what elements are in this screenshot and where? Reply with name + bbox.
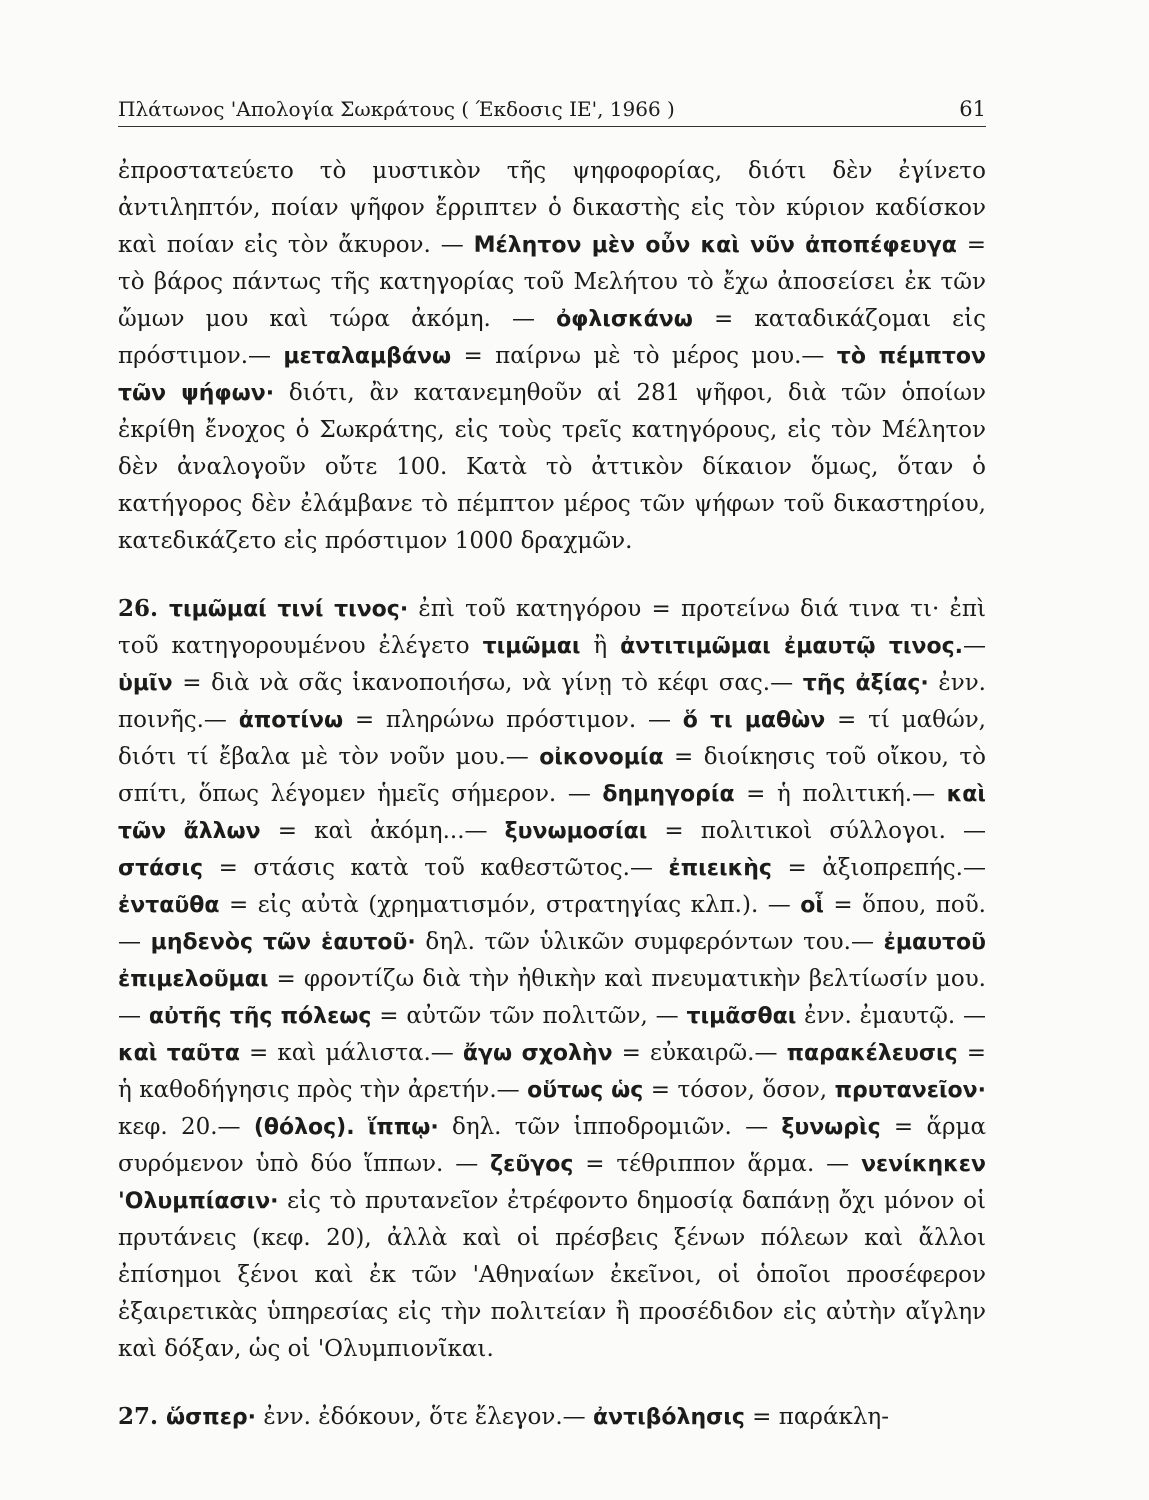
gloss-text: δηλ. τῶν ἱπποδρομιῶν. — xyxy=(438,1114,782,1140)
gloss-text: = ἡ καθοδήγησις πρὸς τὴν ἀρετήν.— xyxy=(118,1040,986,1103)
lemma-term: τιμῶμαι xyxy=(482,634,581,659)
lemma-term: στάσις xyxy=(118,856,204,881)
lemma-term: ὀφλισκάνω xyxy=(556,307,693,332)
gloss-text: = καὶ ἀκόμη...— xyxy=(260,818,505,844)
lemma-term: ὥσπερ· xyxy=(166,1405,257,1430)
gloss-text: = αὐτῶν τῶν πολιτῶν, — xyxy=(371,1003,687,1029)
lemma-term: ἀντιτιμῶμαι ἐμαυτῷ τινος. xyxy=(620,634,963,659)
gloss-text xyxy=(355,1114,368,1140)
lemma-term: ἵππῳ· xyxy=(367,1115,439,1140)
paragraph xyxy=(118,153,986,560)
section-number: 26. xyxy=(118,595,169,622)
gloss-text: ἢ xyxy=(580,633,621,659)
gloss-text: = στάσις κατὰ τοῦ καθεστῶτος.— xyxy=(203,855,669,881)
gloss-text: = εἰς αὐτὰ (χρηματισμόν, στρατηγίας κλπ.). — xyxy=(219,892,801,918)
gloss-text: = φροντίζω διὰ τὴν ἠθικὴν καὶ πνευματικὴν βελτίωσίν μου. — xyxy=(118,966,986,1029)
lemma-term: οἷ xyxy=(800,893,824,918)
gloss-text: = ὅπου, ποῦ. — xyxy=(118,892,986,955)
lemma-term: νενίκηκεν 'Ολυμπίασιν· xyxy=(118,1152,987,1214)
paragraph xyxy=(118,1398,986,1436)
lemma-term: παρακέλευσις xyxy=(786,1041,958,1066)
gloss-text: = διοίκησις τοῦ οἴκου, τὸ σπίτι, ὅπως λέγομεν ἡμεῖς σήμερον. — xyxy=(118,744,986,807)
lemma-term: ξυνωρὶς xyxy=(781,1115,881,1140)
gloss-text: ἐνν. ἐμαυτῷ. — xyxy=(796,1003,987,1029)
lemma-term: ἐπιεικὴς xyxy=(668,856,772,881)
gloss-text: = καὶ μάλιστα.— xyxy=(239,1040,463,1066)
lemma-term: ἀντιβόλησις xyxy=(592,1405,745,1430)
commentary-body xyxy=(118,153,986,1436)
lemma-term: μηδενὸς τῶν ἑαυτοῦ· xyxy=(150,930,416,955)
gloss-text: ἐνν. ποινῆς.— xyxy=(118,670,986,733)
gloss-text: ἐνν. ἐδόκουν, ὅτε ἔλεγον.— xyxy=(256,1404,593,1430)
lemma-term: ὑμῖν xyxy=(118,671,173,696)
gloss-text: = πληρώνω πρόστιμον. — xyxy=(343,707,683,733)
lemma-term: ζεῦγος xyxy=(490,1152,574,1177)
lemma-term: ἐμαυτοῦ ἐπιμελοῦμαι xyxy=(118,930,987,992)
book-title: Πλάτωνος 'Απολογία Σωκράτους ( Έκδοσις ΙΕ', 1966 ) xyxy=(118,97,675,121)
lemma-term: δημηγορία xyxy=(602,782,735,807)
gloss-text: = διὰ νὰ σᾶς ἱκανοποιήσω, νὰ γίνῃ τὸ κέφι σας.— xyxy=(172,670,803,696)
gloss-text: — xyxy=(962,633,986,659)
gloss-text: = ἡ πολιτική.— xyxy=(734,781,947,807)
gloss-text: = ἀξιοπρεπής.— xyxy=(771,855,986,881)
gloss-text: = παράκλη- xyxy=(744,1404,889,1430)
gloss-text: = τέθριππον ἅρμα. — xyxy=(573,1151,862,1177)
lemma-term: οὕτως ὡς xyxy=(527,1078,644,1103)
gloss-text: = τόσον, ὅσον, xyxy=(643,1077,835,1103)
lemma-term: ξυνωμοσίαι xyxy=(504,819,648,844)
lemma-term: ἄγω σχολὴν xyxy=(462,1041,613,1066)
gloss-text: ἐπὶ τοῦ κατηγόρου = προτείνω διά τινα τι· ἐπὶ τοῦ κατηγορουμένου ἐλέγετο xyxy=(118,596,986,659)
gloss-text: = τὸ βάρος πάντως τῆς κατηγορίας τοῦ Μελήτου τὸ ἔχω ἀποσείσει ἐκ τῶν ὤμων μου καὶ τώρα ἀκόμη. — xyxy=(118,232,986,332)
lemma-term: ἀποτίνω xyxy=(238,708,344,733)
gloss-text: κεφ. 20.— xyxy=(118,1114,254,1140)
page-number: 61 xyxy=(959,97,986,121)
lemma-term: καὶ τῶν ἄλλων xyxy=(118,782,986,844)
lemma-term: ὅ τι μαθὼν xyxy=(682,708,826,733)
lemma-term: μεταλαμβάνω xyxy=(283,344,452,369)
gloss-text: = καταδικάζομαι εἰς πρόστιμον.— xyxy=(118,306,986,369)
gloss-text: ἐπροστατεύετο τὸ μυστικὸν τῆς ψηφοφορίας, διότι δὲν ἐγίνετο ἀντιληπτόν, ποίαν ψῆφον ἔρριπτεν ὁ δικαστὴς εἰς τὸν κύριον καδίσκον καὶ ποίαν εἰς τὸν ἄκυρον. — xyxy=(118,158,986,258)
gloss-text: διότι, ἂν κατανεμηθοῦν αἱ 281 ψῆφοι, διὰ τῶν ὁποίων ἐκρίθη ἔνοχος ὁ Σωκράτης, εἰς τοὺς τρεῖς κατηγόρους, εἰς τὸν Μέλητον δὲν ἀναλογοῦν οὔτε 100. Κατὰ τὸ ἀττικὸν δίκαιον ὅμως, ὅταν ὁ κατήγορος δὲν ἐλάμβανε τὸ πέμπτον μέρος τῶν ψήφων τοῦ δικαστηρίου, κατεδικάζετο εἰς πρόστιμον 1000 δραχμῶν. xyxy=(118,380,987,554)
lemma-term: τῆς ἀξίας· xyxy=(802,671,929,696)
gloss-text: = ἅρμα συρόμενον ὑπὸ δύο ἵππων. — xyxy=(118,1114,987,1177)
lemma-term: καὶ ταῦτα xyxy=(118,1041,240,1066)
section-number: 27. xyxy=(118,1403,167,1430)
lemma-term: αὐτῆς τῆς πόλεως xyxy=(148,1004,372,1029)
running-header xyxy=(118,92,986,127)
lemma-term: Μέλητον μὲν οὖν καὶ νῦν ἀποπέφευγα xyxy=(473,233,957,258)
gloss-text: εἰς τὸ πρυτανεῖον ἐτρέφοντο δημοσίᾳ δαπάνῃ ὄχι μόνον οἱ πρυτάνεις (κεφ. 20), ἀλλὰ καὶ οἱ πρέσβεις ξένων πόλεων καὶ ἄλλοι ἐπίσημοι ξένοι καὶ ἐκ τῶν 'Αθηναίων ἐκεῖνοι, οἱ ὁποῖοι προσέφερον ἐξαιρετικὰς ὑπηρεσίας εἰς τὴν πολιτείαν ἢ προσέδιδον εἰς αὐτὴν αἴγλην καὶ δόξαν, ὡς οἱ 'Ολυμπιονῖκαι. xyxy=(118,1188,986,1362)
page xyxy=(118,92,986,1436)
gloss-text: = πολιτικοὶ σύλλογοι. — xyxy=(647,818,987,844)
lemma-term: τιμᾶσθαι xyxy=(686,1004,797,1029)
lemma-term: (θόλος). xyxy=(253,1115,355,1140)
lemma-term: τιμῶμαί τινί τινος· xyxy=(168,597,409,622)
gloss-text: = παίρνω μὲ τὸ μέρος μου.— xyxy=(451,343,837,369)
paragraph xyxy=(118,590,986,1368)
lemma-term: οἰκονομία xyxy=(539,745,664,770)
lemma-term: πρυτανεῖον· xyxy=(834,1078,987,1103)
gloss-text: = εὐκαιρῶ.— xyxy=(612,1040,787,1066)
gloss-text: = τί μαθών, διότι τί ἔβαλα μὲ τὸν νοῦν μου.— xyxy=(118,707,986,770)
lemma-term: ἐνταῦθα xyxy=(118,893,220,918)
gloss-text: δηλ. τῶν ὑλικῶν συμφερόντων του.— xyxy=(415,929,884,955)
lemma-term: τὸ πέμπτον τῶν ψήφων· xyxy=(118,344,986,406)
